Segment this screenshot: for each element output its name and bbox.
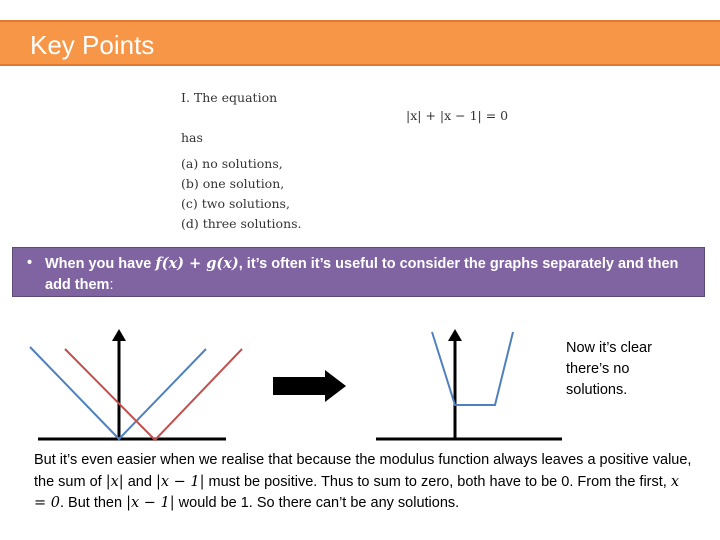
callout-text-1: When you have — [45, 256, 156, 272]
callout-text-3: : — [109, 277, 114, 293]
explanation-math: |x| — [105, 473, 124, 490]
option-a: (a) no solutions, — [181, 156, 283, 171]
slide-title: Key Points — [30, 30, 155, 60]
explanation-text — [34, 450, 694, 515]
explanation-part: must be positive. Thus to sum to zero, both have to be 0. From the first, — [204, 473, 671, 490]
explanation-part: . But then — [59, 495, 127, 511]
explanation-part: But it’s even easier when we realise that because the modulus function always leaves a positive value, the sum of — [34, 452, 692, 490]
callout-text-2: , it’s often it’s useful to consider the graphs separately and then add them — [45, 256, 679, 293]
problem-prompt: I. The equation — [181, 90, 278, 105]
callout-math: f(x) + g(x) — [155, 255, 239, 272]
left-y-axis-arrow — [112, 329, 126, 341]
sum-graph — [432, 332, 513, 405]
explanation-math: |x − 1| — [155, 473, 205, 490]
option-c: (c) two solutions, — [181, 196, 290, 211]
problem-has: has — [181, 130, 203, 145]
option-b: (b) one solution, — [181, 176, 285, 191]
explanation-math: |x − 1| — [126, 495, 175, 511]
right-y-axis-arrow — [448, 329, 462, 341]
callout-bullet: • — [27, 255, 33, 271]
explanation-part: and — [123, 473, 156, 490]
arrow-head — [325, 370, 346, 402]
red-graph-abs-x-minus-1 — [65, 349, 242, 440]
conclusion-note: Now it’s clear there’s no solutions. — [566, 340, 652, 398]
problem-equation: |x| + |x − 1| = 0 — [406, 108, 509, 123]
option-d: (d) three solutions. — [181, 216, 302, 231]
explanation-math: x = 0 — [34, 473, 680, 511]
explanation-part: would be 1. So there can’t be any solutions. — [174, 495, 460, 511]
arrow-shaft — [273, 377, 327, 395]
